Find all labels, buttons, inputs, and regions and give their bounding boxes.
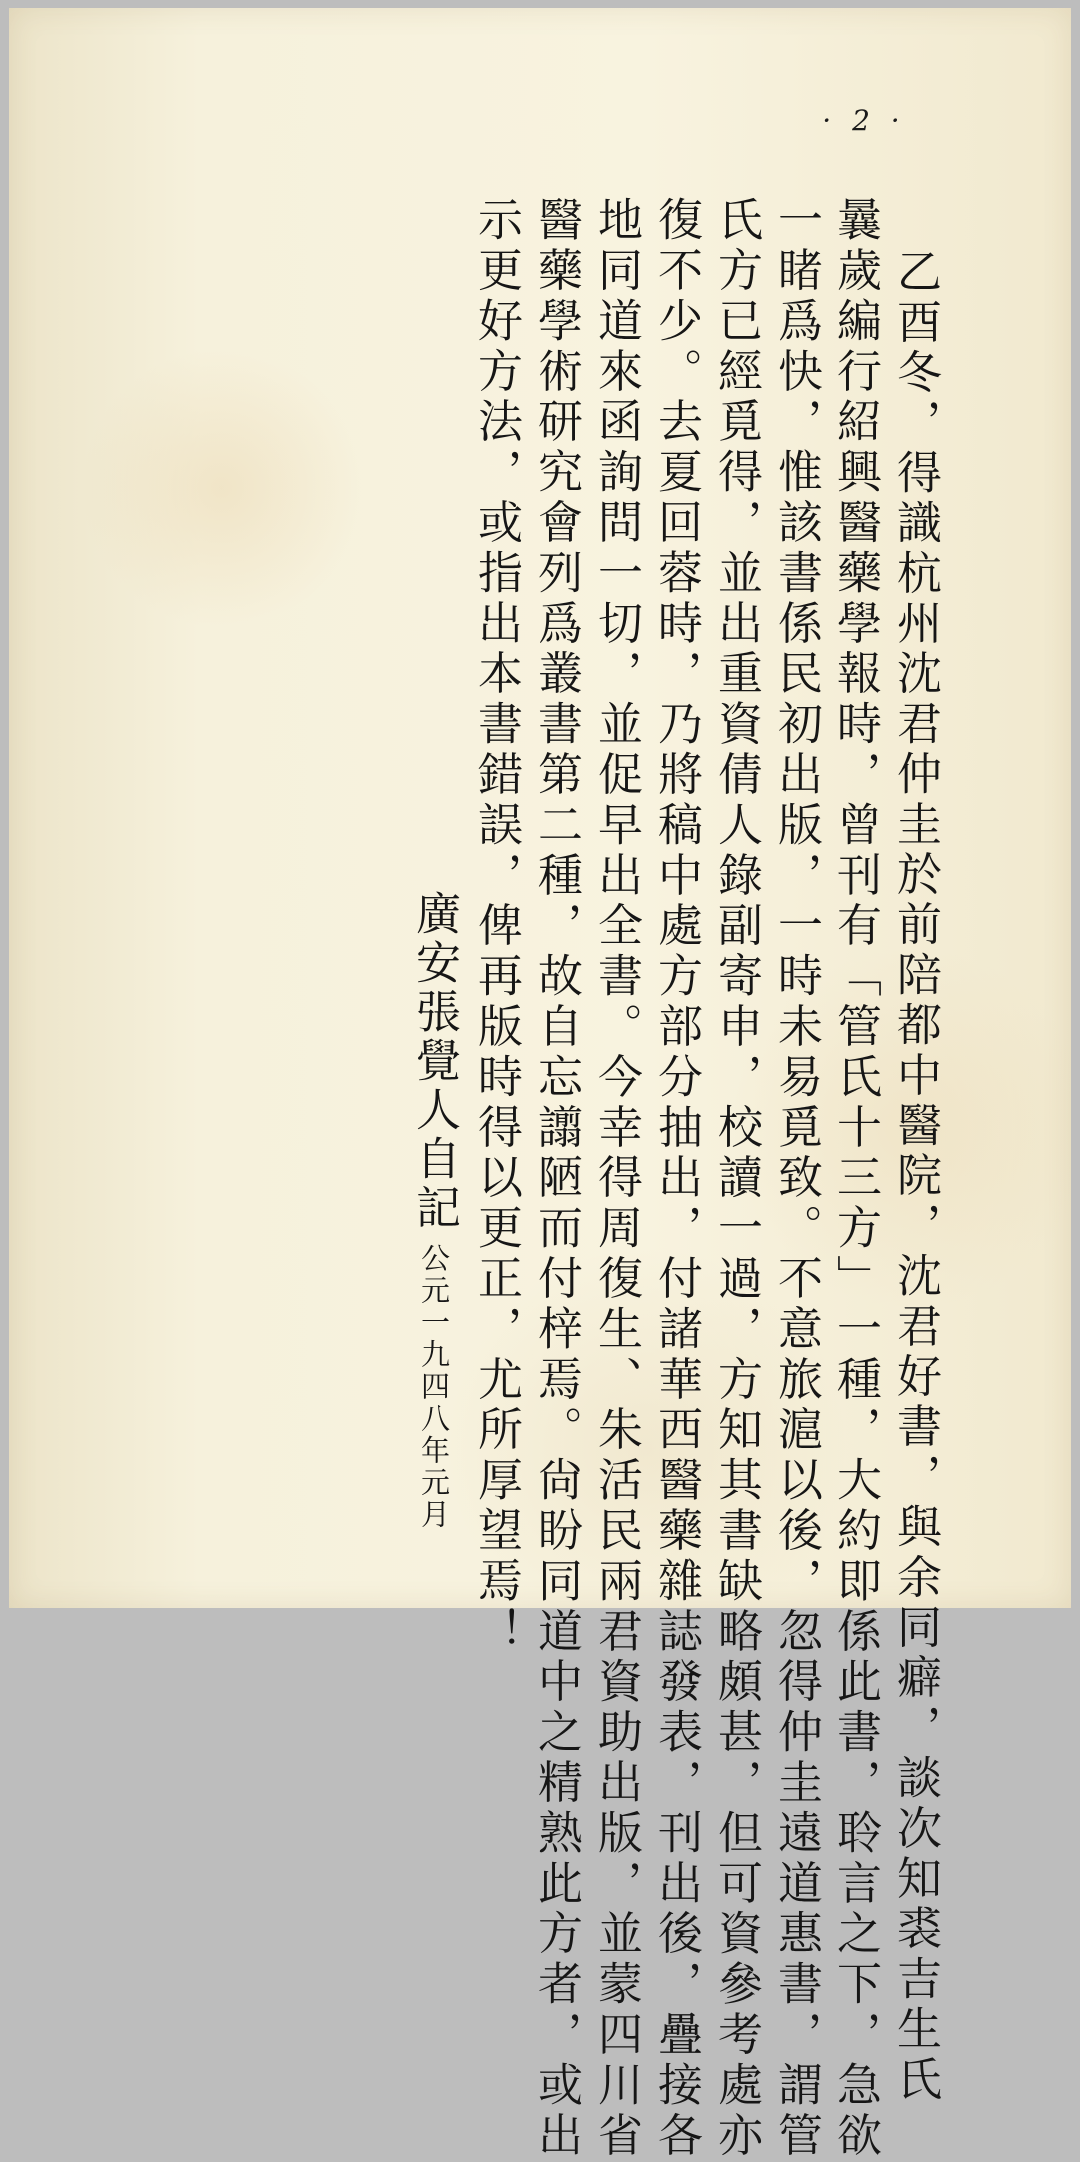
text-column-5: 復不少。去夏回蓉時，乃將稿中處方部分抽出，付諸華西醫藥雜誌發表，刊出後，疊接各 [650,196,703,2162]
text-column-2: 曩歲編行紹興醫藥學報時，曾刊有「管氏十三方」一種，大約即係此書，聆言之下，急欲 [829,196,882,2162]
author-signature [405,890,463,1531]
text-column-1: 乙酉冬，得識杭州沈君仲圭於前陪都中醫院，沈君好書，與余同癖，談次知裘吉生氏 [889,248,942,2106]
signature-name: 廣安張覺人自記 [408,890,461,1233]
text-column-3: 一睹爲快，惟該書係民初出版，一時未易覓致。不意旅滬以後，忽得仲圭遠道惠書，謂管 [770,196,823,2162]
text-column-8: 示更好方法，或指出本書錯誤，俾再版時得以更正，尤所厚望焉！ [470,196,523,1658]
text-column-4: 氏方已經覓得，並出重資倩人錄副寄申，校讀一過，方知其書缺略頗甚，但可資參考處亦 [710,196,763,2162]
text-column-7: 醫藥學術研究會列爲叢書第二種，故自忘譾陋而付梓焉。尙盼同道中之精熟此方者，或出 [530,196,583,2162]
page-number: · 2 · [822,104,906,137]
text-column-6: 地同道來函詢問一切，並促早出全書。今幸得周復生、朱活民兩君資助出版，並蒙四川省 [590,196,643,2162]
book-page [9,8,1071,2162]
signature-date: 公元一九四八年元月 [417,1243,451,1531]
